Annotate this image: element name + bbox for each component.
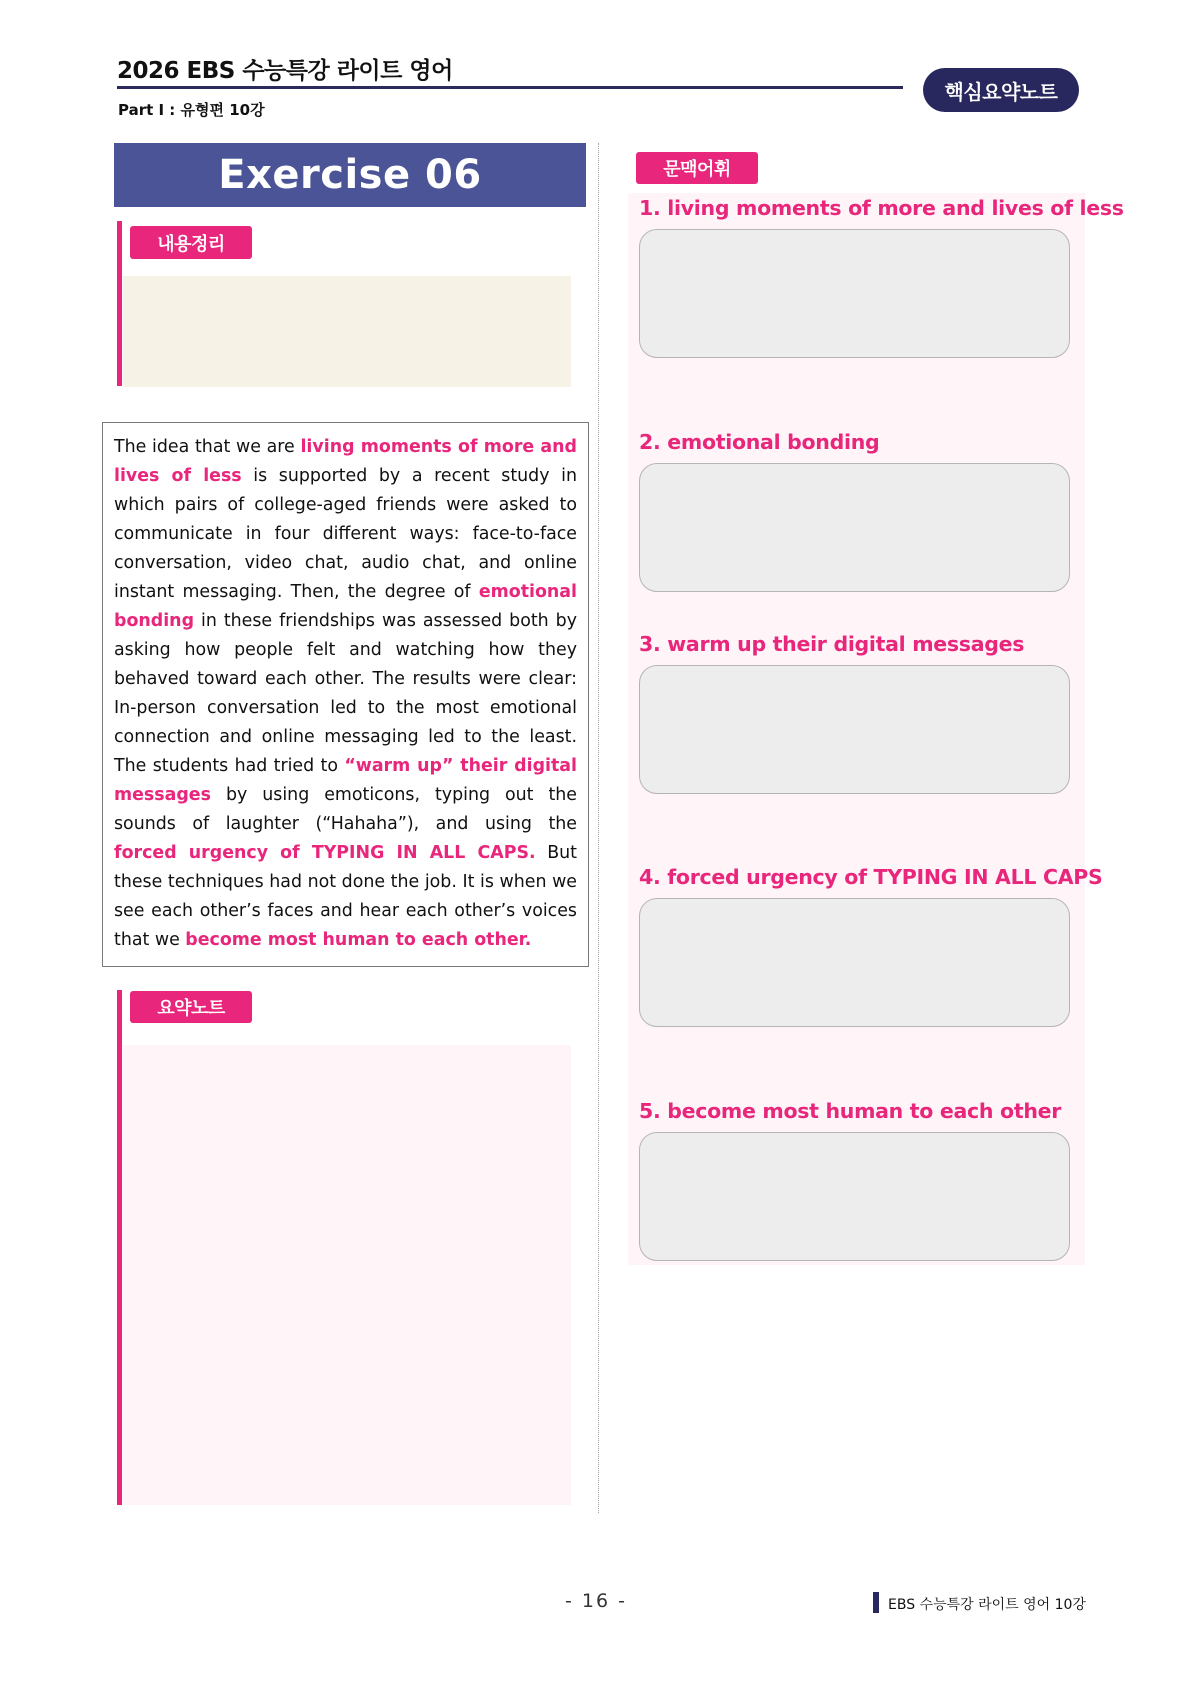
summary-notes-box — [123, 1045, 571, 1505]
content-summary-tag: 내용정리 — [130, 226, 252, 259]
passage-segment: in these friendships was assessed both by asking how people felt and watching how they behaved toward each other. The results were clear: In-person conversation led to the most emotional connection and online messaging led to the least. The students had tried to — [114, 611, 577, 776]
footer-marker — [873, 1592, 879, 1613]
vocab-item-heading: 5. become most human to each other — [639, 1099, 1062, 1123]
passage-segment: by using emoticons, typing out the sounds of laughter (“Hahaha”), and using the — [114, 785, 577, 834]
header-rule — [117, 86, 903, 89]
section-accent-bar — [117, 221, 122, 386]
vocab-item-heading: 1. living moments of more and lives of less — [639, 196, 1124, 220]
vocab-answer-box[interactable] — [639, 1132, 1070, 1261]
context-vocab-tag: 문맥어휘 — [636, 152, 758, 184]
document-title: 2026 EBS 수능특강 라이트 영어 — [117, 58, 453, 84]
column-divider — [598, 143, 599, 1513]
passage-box — [102, 422, 589, 967]
vocab-item-heading: 3. warm up their digital messages — [639, 632, 1025, 656]
footer-text: EBS 수능특강 라이트 영어 10강 — [888, 1597, 1086, 1613]
vocab-item-heading: 4. forced urgency of TYPING IN ALL CAPS — [639, 865, 1103, 889]
passage-segment: is supported by a recent study in which pairs of college-aged friends were asked to communicate in four different ways: face-to-face conversation, video chat, audio chat, and online instant messaging. Then, the degree of — [114, 466, 577, 602]
part-label: Part Ⅰ : 유형편 10강 — [118, 101, 265, 119]
passage-segment: But these techniques had not done the job. It is when we see each other’s faces and hear each other’s voices that we — [114, 843, 577, 950]
vocab-item-heading: 2. emotional bonding — [639, 430, 880, 454]
vocab-answer-box[interactable] — [639, 665, 1070, 794]
exercise-title-banner: Exercise 06 — [114, 143, 586, 207]
passage-segment: The idea that we are — [114, 437, 301, 457]
summary-note-badge: 핵심요약노트 — [923, 68, 1079, 112]
vocab-answer-box[interactable] — [639, 463, 1070, 592]
highlighted-phrase: emotional bonding — [114, 582, 577, 631]
highlighted-phrase: “warm up” their digital messages — [114, 756, 577, 805]
vocab-answer-box[interactable] — [639, 229, 1070, 358]
vocab-answer-box[interactable] — [639, 898, 1070, 1027]
highlighted-phrase: living moments of more and lives of less — [114, 437, 577, 486]
summary-notes-tag: 요약노트 — [130, 991, 252, 1023]
highlighted-phrase: become most human to each other. — [185, 930, 532, 950]
passage-text — [114, 433, 577, 955]
section-accent-bar — [117, 990, 122, 1505]
highlighted-phrase: forced urgency of TYPING IN ALL CAPS. — [114, 843, 536, 863]
content-summary-box — [123, 276, 571, 387]
page-number: - 16 - — [565, 1590, 627, 1612]
